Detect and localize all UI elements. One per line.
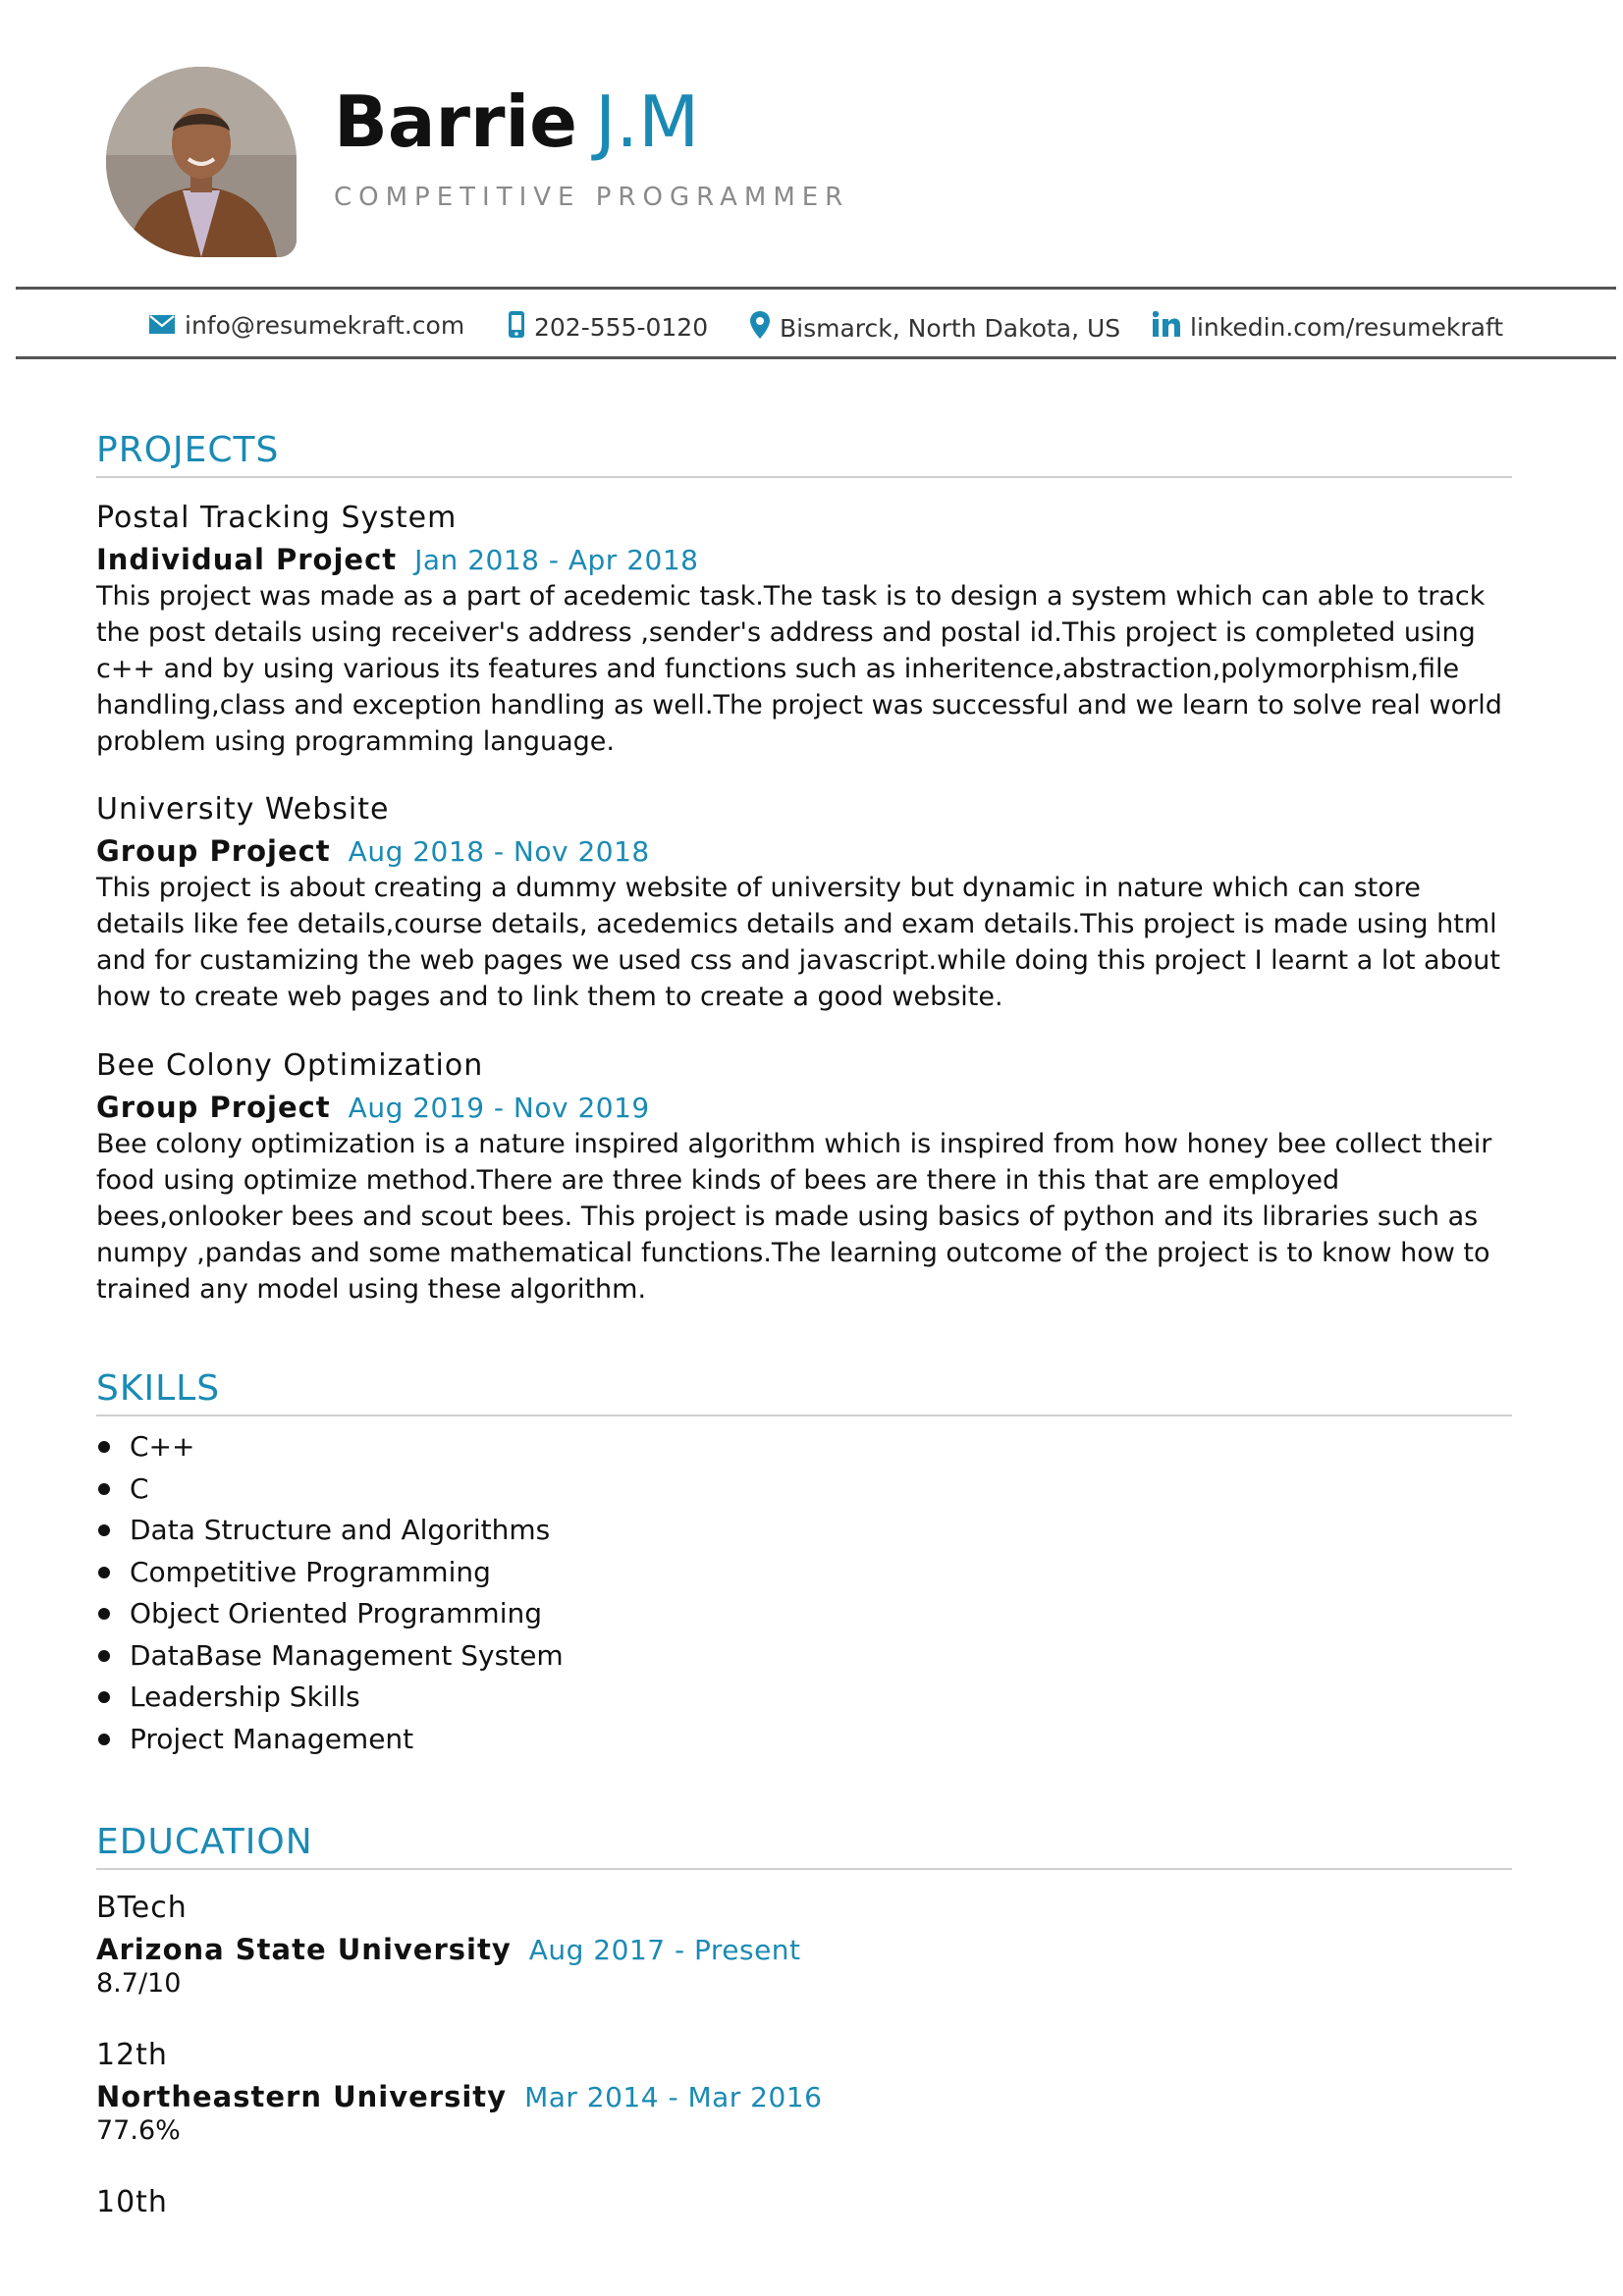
skill-item [96, 1635, 1512, 1678]
contact-phone[interactable] [509, 311, 708, 344]
project-dates: Aug 2018 - Nov 2018 [348, 835, 650, 868]
degree: 12th [96, 2038, 168, 2072]
contact-email[interactable] [149, 311, 464, 340]
email-text[interactable]: info@resumekraft.com [185, 311, 465, 340]
map-pin-icon [750, 311, 770, 345]
location-text: Bismarck, North Dakota, US [780, 313, 1121, 343]
phone-icon [509, 311, 524, 344]
bullet-icon [98, 1441, 110, 1453]
project-description: Bee colony optimization is a nature inspired algorithm which is inspired from how honey bee collect their food using optimize method.There are three kinds of bees are there in this that are employed bees,onlooker bees and scout bees. This project is made using basics of python and its libraries such as numpy ,pandas and some mathematical functions.The learning outcome of the project is to know how to trained any model using these algorithm. [96, 1129, 1492, 1305]
linkedin-icon [1153, 311, 1180, 343]
projects-heading: PROJECTS [96, 430, 1512, 478]
bullet-icon [98, 1650, 110, 1662]
skill-label: Leadership Skills [130, 1681, 360, 1713]
project-item [96, 1048, 1512, 1308]
skill-label: Object Oriented Programming [130, 1597, 542, 1629]
resume-header [0, 0, 1623, 285]
skill-label: Competitive Programming [130, 1555, 491, 1588]
project-description: This project was made as a part of acedemic task.The task is to design a system which can able to track the post details using receiver's address ,sender's address and postal id.This project is completed using c++ and by using various its features and functions such as inheritence,abstraction,polymorphism,file handling,class and exception handling as well.The project was successful and we learn to solve real world problem using programming language. [96, 581, 1502, 757]
education-dates: Mar 2014 - Mar 2016 [524, 2081, 823, 2113]
skills-list [96, 1426, 1512, 1760]
school-meta [96, 2080, 1512, 2113]
skill-item [96, 1719, 1512, 1761]
project-item [96, 501, 1512, 760]
skill-item [96, 1677, 1512, 1719]
job-title: COMPETITIVE PROGRAMMER [334, 183, 850, 212]
bullet-icon [98, 1524, 110, 1536]
skill-label: DataBase Management System [130, 1638, 564, 1672]
degree: 10th [96, 2185, 168, 2219]
project-title: Bee Colony Optimization [96, 1048, 484, 1083]
candidate-name [334, 80, 700, 163]
profile-photo [106, 67, 297, 257]
project-dates: Aug 2019 - Nov 2019 [348, 1092, 650, 1124]
project-meta [96, 1091, 1512, 1124]
skill-item [96, 1468, 1512, 1511]
skill-label: Data Structure and Algorithms [130, 1514, 551, 1546]
skill-item [96, 1552, 1512, 1594]
projects-section [96, 430, 1512, 1305]
project-title: University Website [96, 792, 390, 827]
project-dates: Jan 2018 - Apr 2018 [414, 544, 699, 576]
skill-item [96, 1510, 1512, 1552]
phone-text[interactable]: 202-555-0120 [534, 313, 709, 342]
project-type: Individual Project [96, 543, 398, 576]
contact-linkedin[interactable] [1153, 311, 1503, 343]
skill-item [96, 1426, 1512, 1468]
linkedin-text[interactable]: linkedin.com/resumekraft [1190, 312, 1504, 342]
bullet-icon [98, 1734, 110, 1745]
education-heading: EDUCATION [96, 1822, 1512, 1870]
bullet-icon [98, 1483, 110, 1495]
project-description: This project is about creating a dummy website of university but dynamic in nature which can store details like fee details,course details, acedemics details and exam details.This project is made using html and for custamizing the web pages we used css and javascript.while doing this project I learnt a lot about how to create web pages and to link them to create a good website. [96, 873, 1500, 1012]
education-item [96, 2038, 1512, 2146]
contact-location [750, 311, 1120, 345]
project-type: Group Project [96, 834, 331, 868]
education-score: 8.7/10 [96, 1968, 182, 1999]
profile-photo-illustration [106, 67, 297, 257]
education-score: 77.6% [96, 2115, 181, 2146]
skills-section [96, 1368, 1512, 1760]
skills-heading: SKILLS [96, 1368, 1512, 1416]
project-meta [96, 834, 1512, 868]
education-section [96, 1822, 1512, 2219]
project-title: Postal Tracking System [96, 501, 458, 535]
skill-label: Project Management [130, 1722, 414, 1755]
project-meta [96, 543, 1512, 576]
degree: BTech [96, 1891, 188, 1925]
bullet-icon [98, 1691, 110, 1703]
education-dates: Aug 2017 - Present [528, 1934, 801, 1966]
skill-item [96, 1593, 1512, 1635]
bullet-icon [98, 1567, 110, 1578]
project-type: Group Project [96, 1091, 331, 1124]
school-name: Northeastern University [96, 2080, 508, 2113]
school-name: Arizona State University [96, 1933, 512, 1966]
project-item [96, 792, 1512, 1015]
education-item [96, 2185, 1512, 2219]
contact-bar [16, 287, 1616, 359]
bullet-icon [98, 1608, 110, 1620]
envelope-icon [149, 311, 175, 340]
last-name: J.M [595, 80, 700, 163]
first-name: Barrie [334, 80, 577, 163]
skill-label: C++ [130, 1430, 195, 1463]
school-meta [96, 1933, 1512, 1966]
skill-label: C [130, 1471, 149, 1505]
education-item [96, 1891, 1512, 1999]
